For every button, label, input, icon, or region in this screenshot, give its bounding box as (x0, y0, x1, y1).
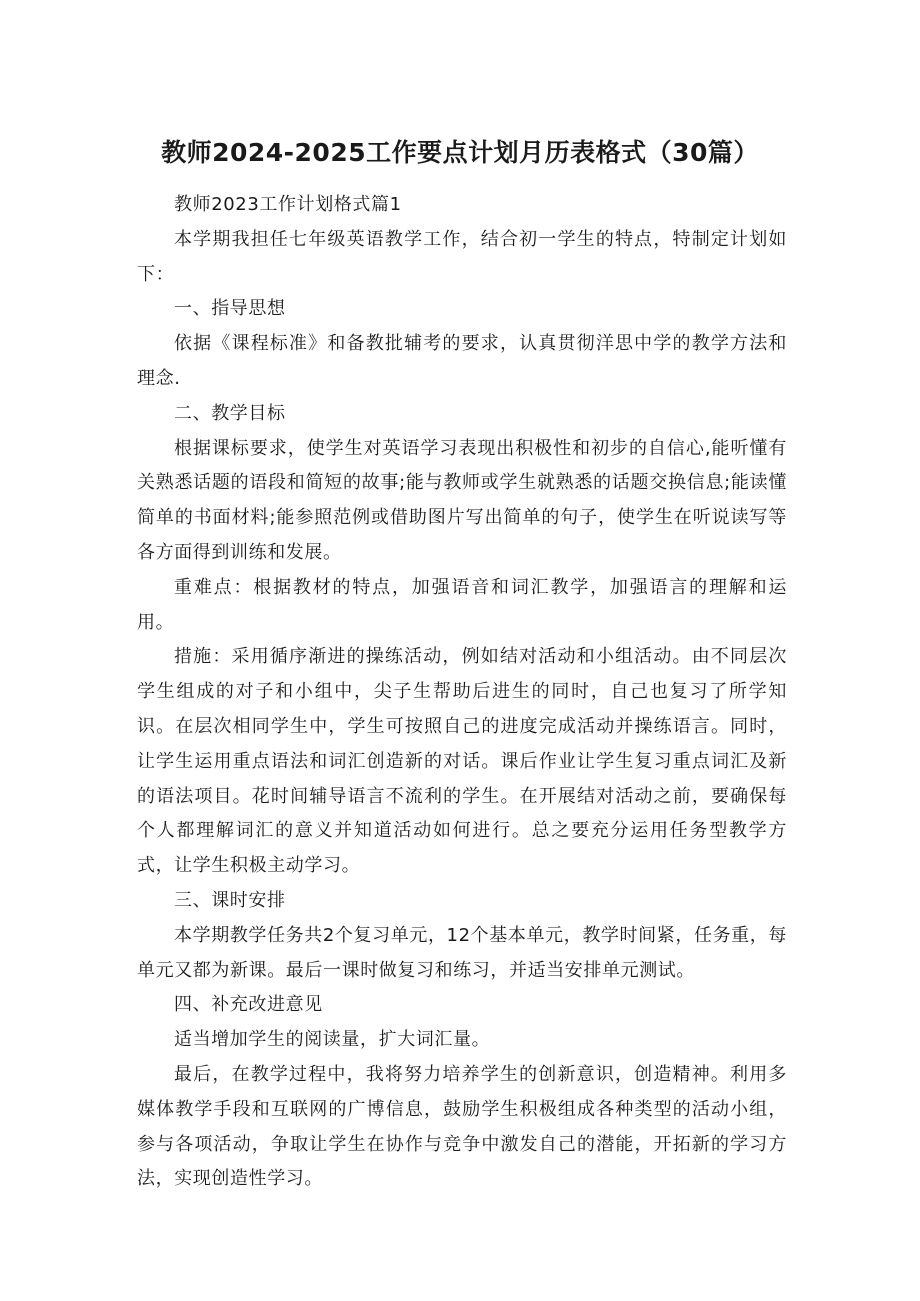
paragraph-improvements: 适当增加学生的阅读量，扩大词汇量。 (174, 1029, 491, 1051)
heading-guiding-ideology: 一、指导思想 (174, 298, 286, 320)
paragraph-guiding-ideology: 依据《课程标准》和备教批辅考的要求，认真贯彻洋思中学的教学方法和理念. (137, 333, 787, 389)
paragraph-key-points: 重难点：根据教材的特点，加强语音和词汇教学，加强语言的理解和运用。 (137, 576, 787, 633)
document-body (137, 188, 787, 1197)
paragraph-measures: 措施：采用循序渐进的操练活动，例如结对活动和小组活动。由不同层次学生组成的对子和小组中，尖子生帮助后进生的同时，自己也复习了所学知识。在层次相同学生中，学生可按照自己的进度完成活动并操练语言。同时，让学生运用重点语法和词汇创造新的对话。课后作业让学生复习重点词汇及新的语法项目。花时间辅导语言不流利的学生。在开展结对活动之前，要确保每个人都理解词汇的意义并知道活动如何进行。总之要充分运用任务型教学方式，让学生积极主动学习。 (137, 646, 787, 877)
paragraph-conclusion: 最后，在教学过程中，我将努力培养学生的创新意识，创造精神。利用多媒体教学手段和互联网的广博信息，鼓励学生积极组成各种类型的活动小组，参与各项活动，争取让学生在协作与竞争中激发自己的潜能，开拓新的学习方法，实现创造性学习。 (137, 1063, 787, 1190)
heading-teaching-goals: 二、教学目标 (174, 402, 286, 424)
paragraph-intro: 本学期我担任七年级英语教学工作，结合初一学生的特点，特制定计划如下： (137, 228, 787, 285)
heading-improvements: 四、补充改进意见 (174, 994, 323, 1016)
heading-schedule: 三、课时安排 (174, 889, 286, 911)
paragraph-schedule: 本学期教学任务共2个复习单元，12个基本单元，教学时间紧，任务重，每单元又都为新课。最后一课时做复习和练习，并适当安排单元测试。 (137, 924, 787, 981)
paragraph-teaching-goals: 根据课标要求，使学生对英语学习表现出积极性和初步的自信心,能听懂有关熟悉话题的语段和简短的故事;能与教师或学生就熟悉的话题交换信息;能读懂简单的书面材料;能参照范例或借助图片写出简单的句子，使学生在听说读写等各方面得到训练和发展。 (137, 437, 787, 563)
section-heading-plan: 教师2023工作计划格式篇1 (174, 194, 402, 215)
document-title: 教师2024-2025工作要点计划月历表格式（30篇） (161, 137, 759, 167)
